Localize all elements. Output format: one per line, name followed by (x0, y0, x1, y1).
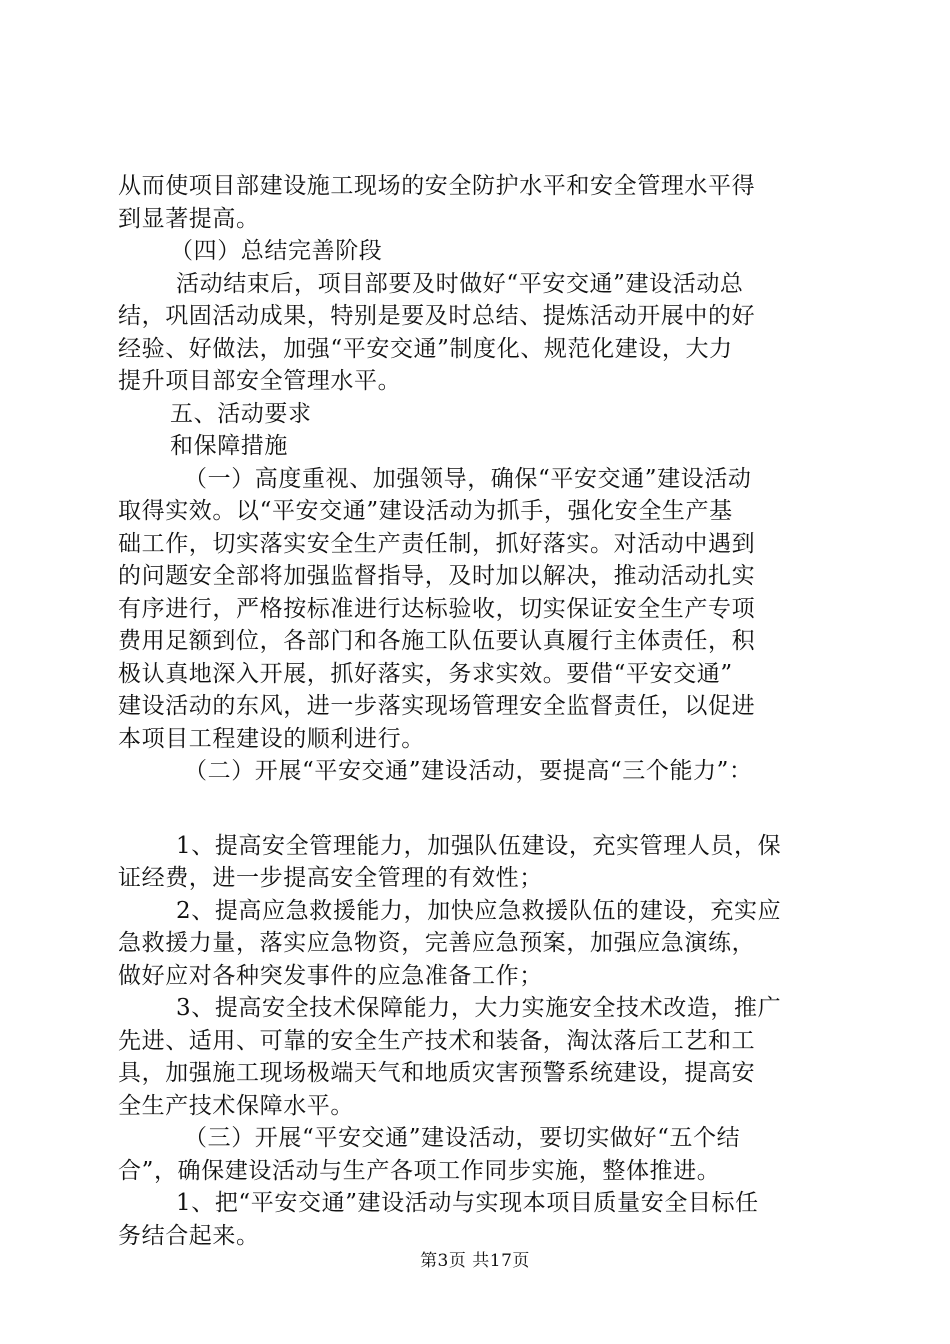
text-line: 全生产技术保障水平。 (118, 1092, 354, 1119)
text-line: 结，巩固活动成果，特别是要及时总结、提炼活动开展中的好 (118, 303, 756, 329)
text-line: （一）高度重视、加强领导，确保“平安交通”建设活动 (184, 465, 752, 492)
text-line: 经验、好做法，加强“平安交通”制度化、规范化建设，大力 (118, 335, 733, 362)
text-line: 五、活动要求 (170, 400, 312, 427)
list-item (118, 830, 838, 895)
text-line: 活动结束后，项目部要及时做好“平安交通”建设活动总 (176, 270, 744, 297)
paragraph (118, 1122, 838, 1187)
text-line: 2、提高应急救援能力，加快应急救援队伍的建设，充实应 (176, 897, 782, 924)
text-line: 费用足额到位，各部门和各施工队伍要认真履行主体责任，积 (118, 628, 756, 654)
text-line: 有序进行，严格按标准进行达标验收，切实保证安全生产专项 (118, 595, 756, 622)
text-line: 1、把“平安交通”建设活动与实现本项目质量安全目标任 (176, 1190, 759, 1216)
text-line: 从而使项目部建设施工现场的安全防护水平和安全管理水平得 (118, 173, 756, 199)
paragraph (118, 170, 838, 235)
text-line: 到显著提高。 (118, 205, 260, 232)
text-line: 证经费，进一步提高安全管理的有效性； (118, 865, 543, 891)
list-item (118, 895, 838, 993)
section-heading (118, 398, 838, 431)
text-line: 取得实效。以“平安交通”建设活动为抓手，强化安全生产基 (118, 498, 733, 524)
text-line: 急救援力量，落实应急物资，完善应急预案，加强应急演练， (118, 930, 756, 956)
text-line: 3、提高安全技术保障能力，大力实施安全技术改造，推广 (176, 995, 782, 1021)
text-line: 本项目工程建设的顺利进行。 (118, 725, 425, 752)
blank-gap (118, 788, 838, 830)
text-line: 1、提高安全管理能力，加强队伍建设，充实管理人员，保 (176, 832, 782, 859)
text-line: 的问题安全部将加强监督指导，及时加以解决，推动活动扎实 (118, 563, 756, 589)
paragraph (118, 755, 838, 788)
text-line: 建设活动的东风，进一步落实现场管理安全监督责任，以促进 (118, 693, 756, 719)
text-line: 提升项目部安全管理水平。 (118, 368, 402, 394)
section-heading (118, 430, 838, 463)
text-line: （三）开展“平安交通”建设活动，要切实做好“五个结 (184, 1125, 741, 1151)
text-line: （二）开展“平安交通”建设活动，要提高“三个能力”： (184, 758, 753, 784)
text-line: （四）总结完善阶段 (170, 238, 383, 264)
text-line: 础工作，切实落实安全生产责任制，抓好落实。对活动中遇到 (118, 530, 756, 557)
paragraph (118, 463, 838, 756)
document-body (118, 170, 838, 1252)
list-item (118, 992, 838, 1122)
text-line: 务结合起来。 (118, 1222, 260, 1249)
text-line: 合”，确保建设活动与生产各项工作同步实施，整体推进。 (118, 1157, 721, 1184)
text-line: 具，加强施工现场极端天气和地质灾害预警系统建设，提高安 (118, 1060, 756, 1086)
section-heading (118, 235, 838, 268)
text-line: 极认真地深入开展，抓好落实，务求实效。要借“平安交通” (118, 660, 733, 687)
text-line: 和保障措施 (170, 433, 288, 459)
list-item (118, 1187, 838, 1252)
page-footer (0, 1246, 950, 1271)
page-number: 第3页 共17页 (420, 1251, 530, 1271)
text-line: 做好应对各种突发事件的应急准备工作； (118, 962, 543, 989)
paragraph (118, 268, 838, 398)
text-line: 先进、适用、可靠的安全生产技术和装备，淘汰落后工艺和工 (118, 1027, 756, 1054)
